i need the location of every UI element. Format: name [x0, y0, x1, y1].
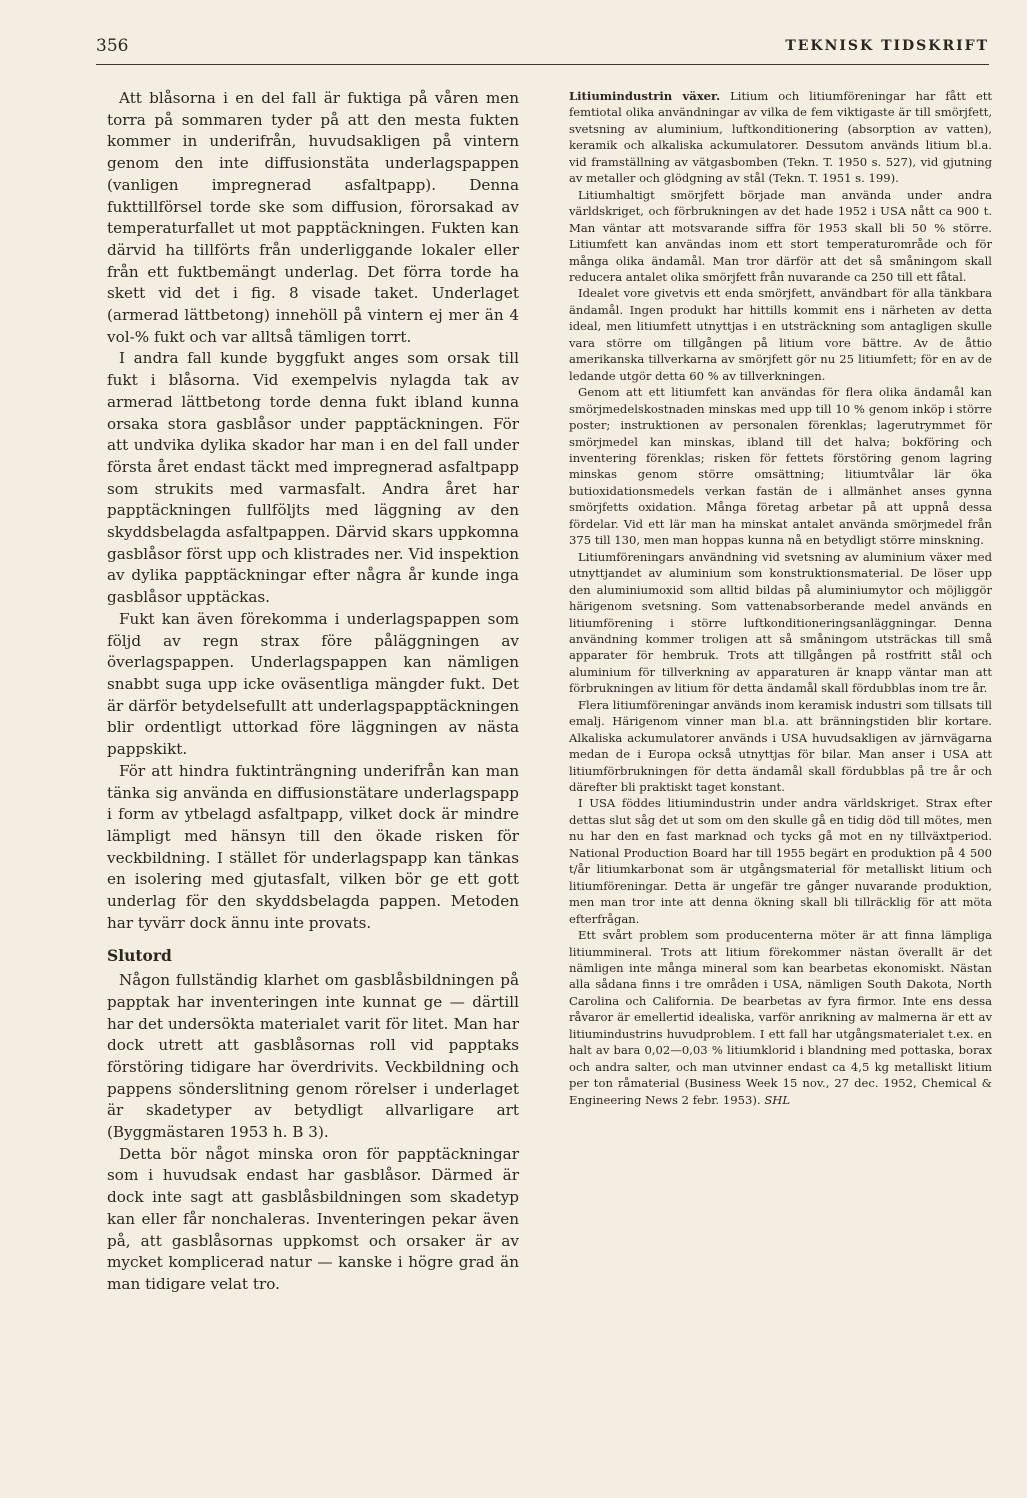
journal-title: TEKNISK TIDSKRIFT [785, 38, 989, 54]
body-paragraph: Någon fullständig klarhet om gasblåsbildningen på papptak har inventeringen inte kunnat ge — därtill har det undersökta materialet varit för litet. Man har dock utrett att gasblåsornas roll vid papptaks förstöring tidigare har överdrivits. Veckbildning och pappens sönderslitning genom rörelser i underlaget är skadetyper av betydligt allvarligare art (Byggmästaren 1953 h. B 3). [107, 971, 519, 1142]
right-column [569, 88, 992, 1108]
body-paragraph: Idealet vore givetvis ett enda smörjfett, användbart för alla tänkbara ändamål. Ingen produkt har hittills kommit ens i närheten av detta ideal, men litiumfett utnyttjas i en utsträckning som antagligen skulle vara större om tillgången på litium vore bättre. Av de åttio amerikanska tillverkarna av smörjfett gör nu 25 litiumfett; för en av de ledande utgör detta 60 % av tillverkningen. [569, 286, 992, 383]
page-number: 356 [96, 36, 129, 56]
body-paragraph: Fukt kan även förekomma i underlagspappen som följd av regn strax före påläggningen av överlagspappen. Underlagspappen kan nämligen snabbt suga upp icke oväsentliga mängder fukt. Det är därför betydelsefullt att underlagspapptäckningen blir ordentligt uttorkad före läggningen av nästa pappskikt. [107, 609, 519, 759]
page-header [96, 36, 989, 65]
left-column [107, 88, 519, 1296]
body-paragraph: Flera litiumföreningar används inom keramisk industri som tillsats till emalj. Härigenom vinner man bl.a. att bränningstiden blir kortare. Alkaliska ackumulatorer används i USA huvudsakligen av järnvägarna medan de i Europa också utnyttjas för bilar. Man anser i USA att litiumförbrukningen för detta ändamål skall fördubblas på tre år och därefter bli praktiskt taget konstant. [569, 697, 992, 795]
body-paragraph: Att blåsorna i en del fall är fuktiga på våren men torra på sommaren tyder på att den mesta fukten kommer in underifrån, huvudsakligen på vintern genom den inte diffusionstäta underlagspappen (vanligen impregnerad asfaltpapp). Denna fukttillförsel torde ske som diffusion, förorsakad av temperaturfallet ut mot papptäckningen. Fukten kan därvid ha tillförts från underliggande lokaler eller från ett fuktbemängt underlag. Det förra torde ha skett vid det i fig. 8 visade taket. Underlaget (armerad lättbetong) innehöll på vintern ej mer än 4 vol-% fukt och var alltså tämligen torrt. [107, 89, 519, 346]
body-paragraph: Litiumhaltigt smörjfett började man använda under andra världskriget, och förbrukningen av det hade 1952 i USA nått ca 900 t. Man väntar att motsvarande siffra för 1953 skall bli 50 % större. Litiumfett kan användas inom ett stort temperaturområde och för många olika ändamål. Man tror därför att det så småningom skall reducera antalet olika smörjfett från nuvarande ca 250 till ett fåtal. [569, 187, 992, 284]
body-paragraph: För att hindra fuktinträngning underifrån kan man tänka sig använda en diffusionstätare underlagspapp i form av ytbelagd asfaltpapp, vilket dock är mindre lämpligt med hänsyn till den ökade risken för veckbildning. I stället för underlagspapp kan tänkas en isolering med gjutasfalt, vilken bör ge ett gott underlag för den skyddsbelagda pappen. Metoden har tyvärr dock ännu inte provats. [107, 761, 519, 932]
body-paragraph: I andra fall kunde byggfukt anges som orsak till fukt i blåsorna. Vid exempelvis nylagda tak av armerad lättbetong torde denna fukt ibland kunna orsaka stora gasblåsor under papptäckningen. För att undvika dylika skador har man i en del fall under första året endast täckt med impregnerad asfaltpapp som strukits med varmasfalt. Andra året har papptäckningen fullföljts med läggning av den skyddsbelagda asfaltpappen. Därvid skars uppkomna gasblåsor först upp och klistrades ner. Vid inspektion av dylika papptäckningar efter några år kunde inga gasblåsor upptäckas. [107, 349, 519, 607]
author-signature: SHL [764, 1092, 791, 1107]
body-paragraph: Litiumföreningars användning vid svetsning av aluminium växer med utnyttjandet av aluminium som konstruktionsmaterial. De löser upp den aluminiumoxid som alltid bildas på aluminiumytor och möjliggör härigenom svetsning. Som vattenabsorberande medel används en litiumförening i större luftkonditioneringsanläggningar. Denna användning kommer troligen att så småningom utsträckas till små apparater för hembruk. Trots att tillgången på rostfritt stål och aluminium för tillverkning av apparaturen är knapp väntar man att förbrukningen av litium för detta ändamål skall fördubblas inom tre år. [569, 549, 992, 696]
body-paragraph: Genom att ett litiumfett kan användas för flera olika ändamål kan smörjmedelskostnaden minskas med upp till 10 % genom inköp i större poster; instruktionen av personalen förenklas; lagerutrymmet för smörjmedel kan minskas, ibland till det halva; bokföring och inventering förenklas; risken för fettets förstöring genom lagring minskas genom större omsättning; litiumtvålar lär öka butioxidationsmedels verkan fastän de i allmänhet anses gynna smörjfetts oxidation. Många företag arbetar på att uppnå dessa fördelar. Vid ett lär man ha minskat antalet använda smörjmedel från 375 till 130, men man hoppas kunna nå en betydligt större minskning. [569, 385, 992, 548]
final-paragraph-text: Ett svårt problem som producenterna möter är att finna lämpliga litiummineral. Trots att litium förekommer nästan överallt är det nämligen inte många mineral som kan bearbetas ekonomiskt. Nästan alla sådana finns i tre områden i USA, nämligen South Dakota, North Carolina och California. De bearbetas av fyra firmor. Inte ens dessa råvaror är emellertid idealiska, varför anrikning av malmerna är ett av litiumindustrins huvudproblem. I ett fall har utgångsmaterialet t.ex. en halt av bara 0,02—0,03 % litiumklorid i blandning med pottaska, borax och andra salter, och man utvinner endast ca 4,5 kg metalliskt litium per ton råmaterial (Business Week 15 nov., 27 dec. 1952, Chemical & Engineering News 2 febr. 1953). [569, 928, 992, 1107]
article-heading: Litiumindustrin växer. [569, 89, 721, 103]
lead-text: Litium och litiumföreningar har fått ett femtiotal olika användningar av vilka de fem viktigaste är till smörjfett, svetsning av aluminium, luftkonditionering (absorption av vatten), keramik och alkaliska ackumulatorer. Dessutom används litium bl.a. vid framställning av vätgasbomben (Tekn. T. 1950 s. 527), vid gjutning av metaller och glödgning av stål (Tekn. T. 1951 s. 199). [569, 89, 993, 186]
body-paragraph [569, 927, 992, 1108]
body-paragraph: Detta bör något minska oron för papptäckningar som i huvudsak endast har gasblåsor. Därmed är dock inte sagt att gasblåsbildningen som skadetyp kan eller får nonchaleras. Inventeringen pekar även på, att gasblåsornas uppkomst och orsaker är av mycket komplicerad natur — kanske i högre grad än man tidigare velat tro. [107, 1144, 519, 1293]
body-paragraph: I USA föddes litiumindustrin under andra världskriget. Strax efter dettas slut såg det ut som om den skulle gå en tidig död till mötes, men nu har den en fast marknad och tycks gå mot en ny tillväxtperiod. National Production Board har till 1955 begärt en produktion på 4 500 t/år litiumkarbonat som är utgångsmaterial för metalliskt litium och litiumföreningar. Detta är ungefär tre gånger nuvarande produktion, men man tror inte att denna ökning skall bli tillräcklig för att möta efterfrågan. [569, 796, 992, 926]
article-lead-paragraph [569, 88, 992, 187]
section-heading: Slutord [107, 946, 172, 966]
